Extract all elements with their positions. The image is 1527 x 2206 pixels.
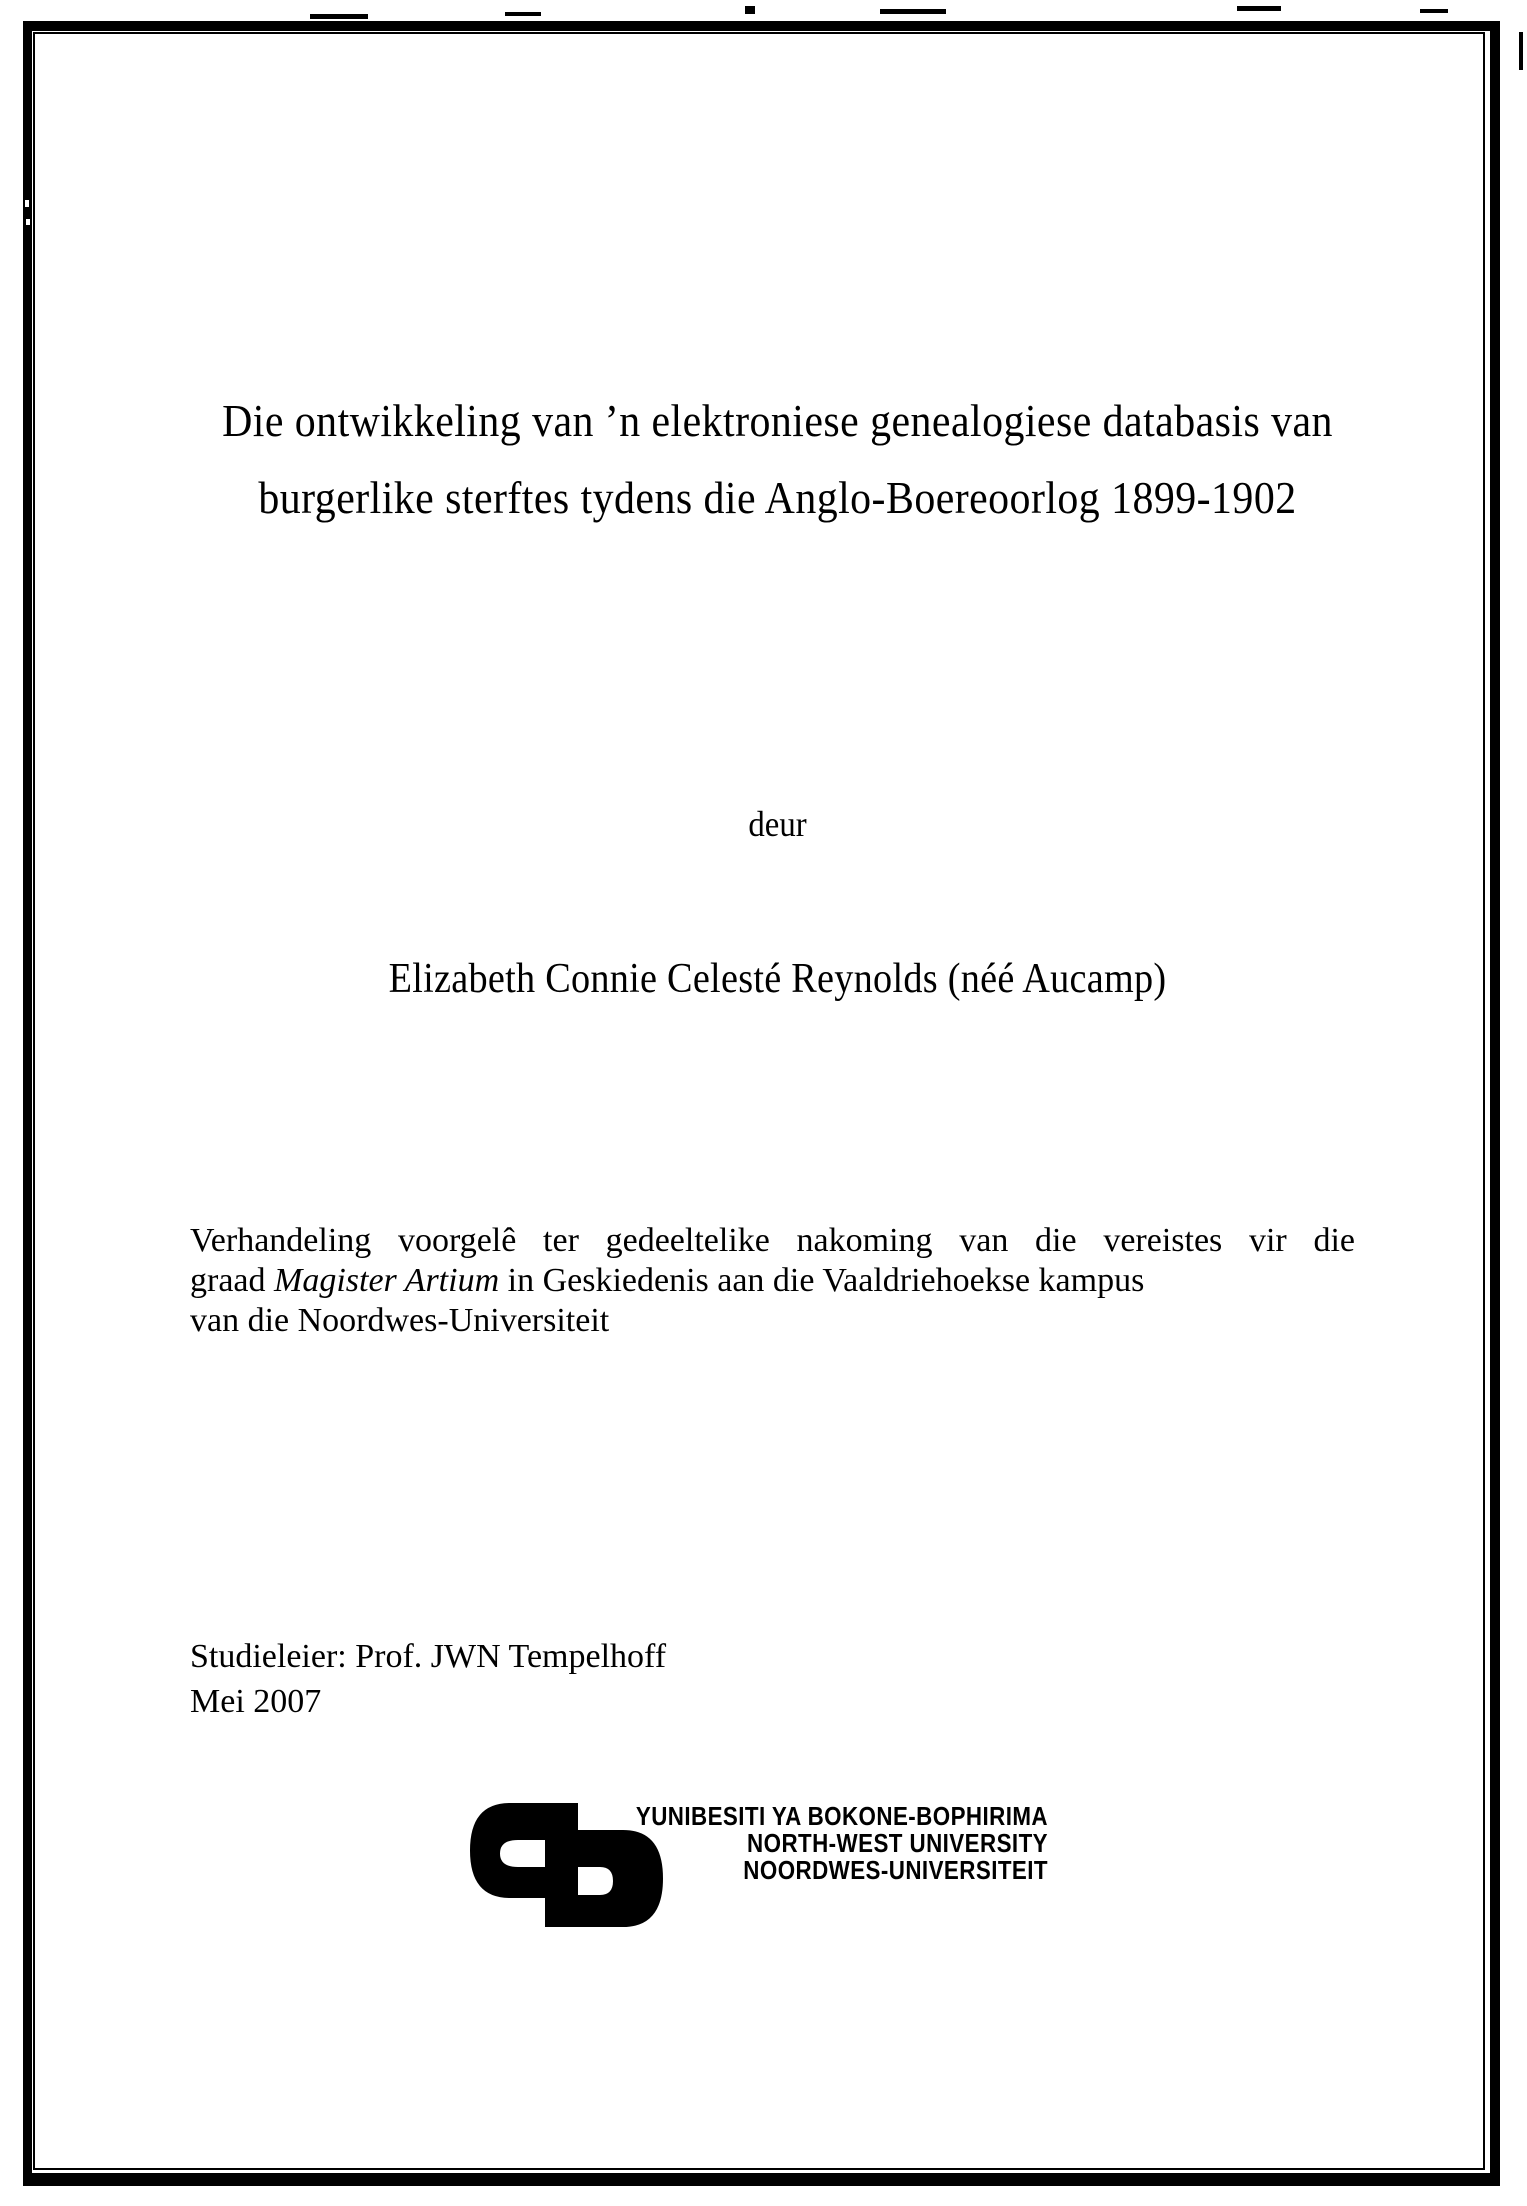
scan-artifact	[1519, 32, 1523, 70]
supervisor-block	[190, 1634, 666, 1724]
scan-artifact	[26, 219, 30, 225]
declaration-line2	[190, 1261, 1355, 1301]
supervisor-line: Studieleier: Prof. JWN Tempelhoff	[190, 1638, 667, 1675]
university-logo	[470, 1803, 1048, 1933]
thesis-title	[115, 382, 1439, 536]
declaration-line3: van die Noordwes-Universiteit	[190, 1302, 610, 1339]
declaration-line2-prefix: graad	[190, 1262, 275, 1299]
scan-artifact	[880, 9, 946, 14]
degree-name-italic: Magister Artium	[274, 1262, 500, 1299]
declaration-line1: Verhandeling voorgelê ter gedeeltelike nakoming van die vereistes vir die	[190, 1222, 1355, 1259]
thesis-title-line2: burgerlike sterftes tydens die Anglo-Boereoorlog 1899-1902	[258, 472, 1297, 523]
logo-text-setswana: YUNIBESITI YA BOKONE-BOPHIRIMA	[635, 1801, 1048, 1831]
logo-text-english: NORTH-WEST UNIVERSITY	[747, 1828, 1048, 1858]
thesis-title-line1: Die ontwikkeling van ’n elektroniese genealogiese databasis van	[222, 395, 1333, 446]
date-line: Mei 2007	[190, 1683, 322, 1720]
scan-artifact	[505, 12, 541, 16]
scan-artifact	[1420, 9, 1448, 13]
scan-artifact	[1237, 6, 1281, 11]
scan-artifact	[25, 200, 29, 207]
scan-artifact	[745, 6, 755, 14]
byline-deur: deur	[748, 804, 807, 844]
declaration-line2-suffix: in Geskiedenis aan die Vaaldriehoekse kampus	[499, 1262, 1145, 1299]
author-name: Elizabeth Connie Celesté Reynolds (néé Aucamp)	[388, 956, 1167, 1002]
scan-artifact	[310, 14, 368, 19]
degree-declaration	[190, 1221, 1355, 1341]
logo-text-afrikaans: NOORDWES-UNIVERSITEIT	[743, 1855, 1048, 1885]
university-logo-text	[498, 1803, 1048, 1884]
